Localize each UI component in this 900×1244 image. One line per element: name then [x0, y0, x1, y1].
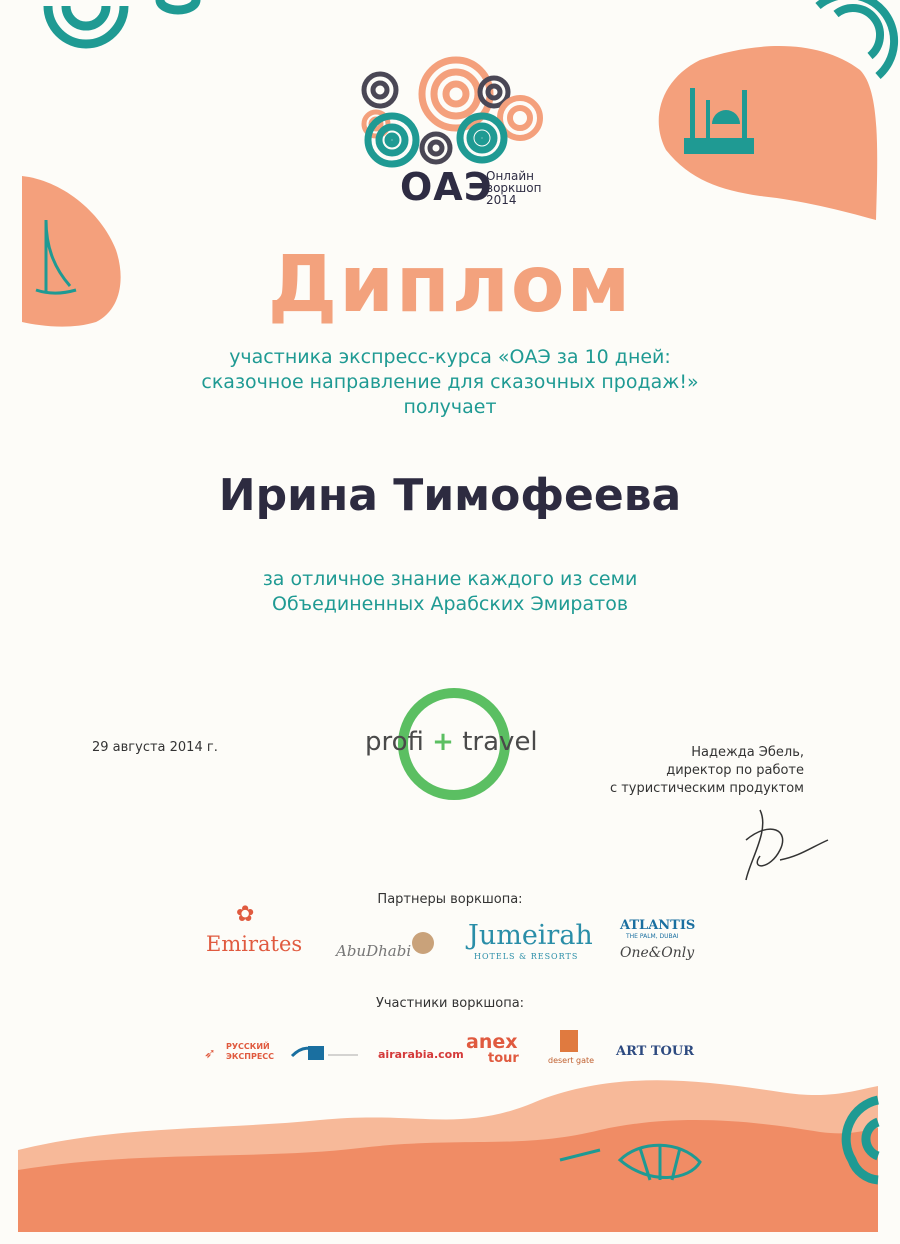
art-tour-logo: ART TOUR [616, 1044, 694, 1059]
anex-word: anex [466, 1031, 518, 1053]
logo-sub-line: Онлайн [486, 169, 534, 183]
russkiy-express-logo [226, 1042, 274, 1062]
course-line: получает [403, 396, 497, 418]
award-reason [0, 567, 900, 617]
reason-line: Объединенных Арабских Эмиратов [271, 593, 629, 615]
partners-title: Партнеры воркшопа: [377, 892, 523, 907]
desert-gate-logo: desert gate [548, 1056, 595, 1065]
plus-icon: + [432, 727, 454, 757]
airarabia-logo: airarabia.com [378, 1048, 464, 1061]
signature-icon [740, 800, 840, 890]
atlantis-logo: ATLANTIS [620, 918, 696, 933]
participants-title: Участники воркшопа: [375, 996, 525, 1011]
abudhabi-emblem-icon [412, 932, 434, 954]
issue-date: 29 августа 2014 г. [92, 740, 218, 755]
desert-gate-emblem-icon [560, 1030, 578, 1052]
course-description [0, 345, 900, 420]
russkiy-line: РУССКИЙ [226, 1042, 270, 1051]
swirl-teal-right-icon [460, 116, 504, 160]
diploma-title: Диплом [267, 240, 633, 330]
russkiy-express-bird-icon: ➶ [204, 1046, 216, 1062]
swirl-dark-center-icon [422, 134, 450, 162]
anex-tour-logo [466, 1032, 519, 1065]
atlantis-subtitle: THE PALM, DUBAI [626, 933, 679, 940]
jumeirah-subtitle: HOTELS & RESORTS [474, 952, 579, 961]
swirl-teal-left-icon [368, 116, 416, 164]
logo-sub-line: воркшоп [486, 181, 542, 195]
swirl-dark-left-icon [364, 74, 396, 106]
recipient-name: Ирина Тимофеева [218, 470, 682, 521]
jumeirah-logo: Jumeirah [468, 920, 593, 951]
signer-title: директор по работе [666, 763, 804, 778]
logo-sub-line: 2014 [486, 193, 517, 207]
logo-subtitle [486, 170, 541, 206]
profi-word: profi [365, 727, 424, 757]
tour-word: tour [488, 1051, 519, 1066]
course-line: сказочное направление для сказочных продаж!» [201, 371, 699, 393]
profi-travel-logo [365, 727, 538, 757]
logo-title: ОАЭ [400, 165, 493, 209]
signer-name: Надежда Эбель, [691, 745, 804, 760]
abudhabi-logo: AbuDhabi [336, 942, 412, 960]
emirates-logo: Emirates [206, 932, 303, 956]
russkiy-line: ЭКСПРЕСС [226, 1052, 275, 1061]
travel-word: travel [462, 727, 538, 757]
wave-brand-logo-icon [290, 1040, 360, 1064]
emirates-emblem-icon: ✿ [236, 902, 255, 927]
signer-title: с туристическим продуктом [609, 781, 804, 796]
course-line: участника экспресс-курса «ОАЭ за 10 дней: [229, 346, 671, 368]
top-left-swirl-icon [48, 0, 196, 44]
reason-line: за отличное знание каждого из семи [262, 568, 638, 590]
oneonly-logo: One&Only [620, 945, 695, 961]
signer-block [610, 744, 804, 798]
